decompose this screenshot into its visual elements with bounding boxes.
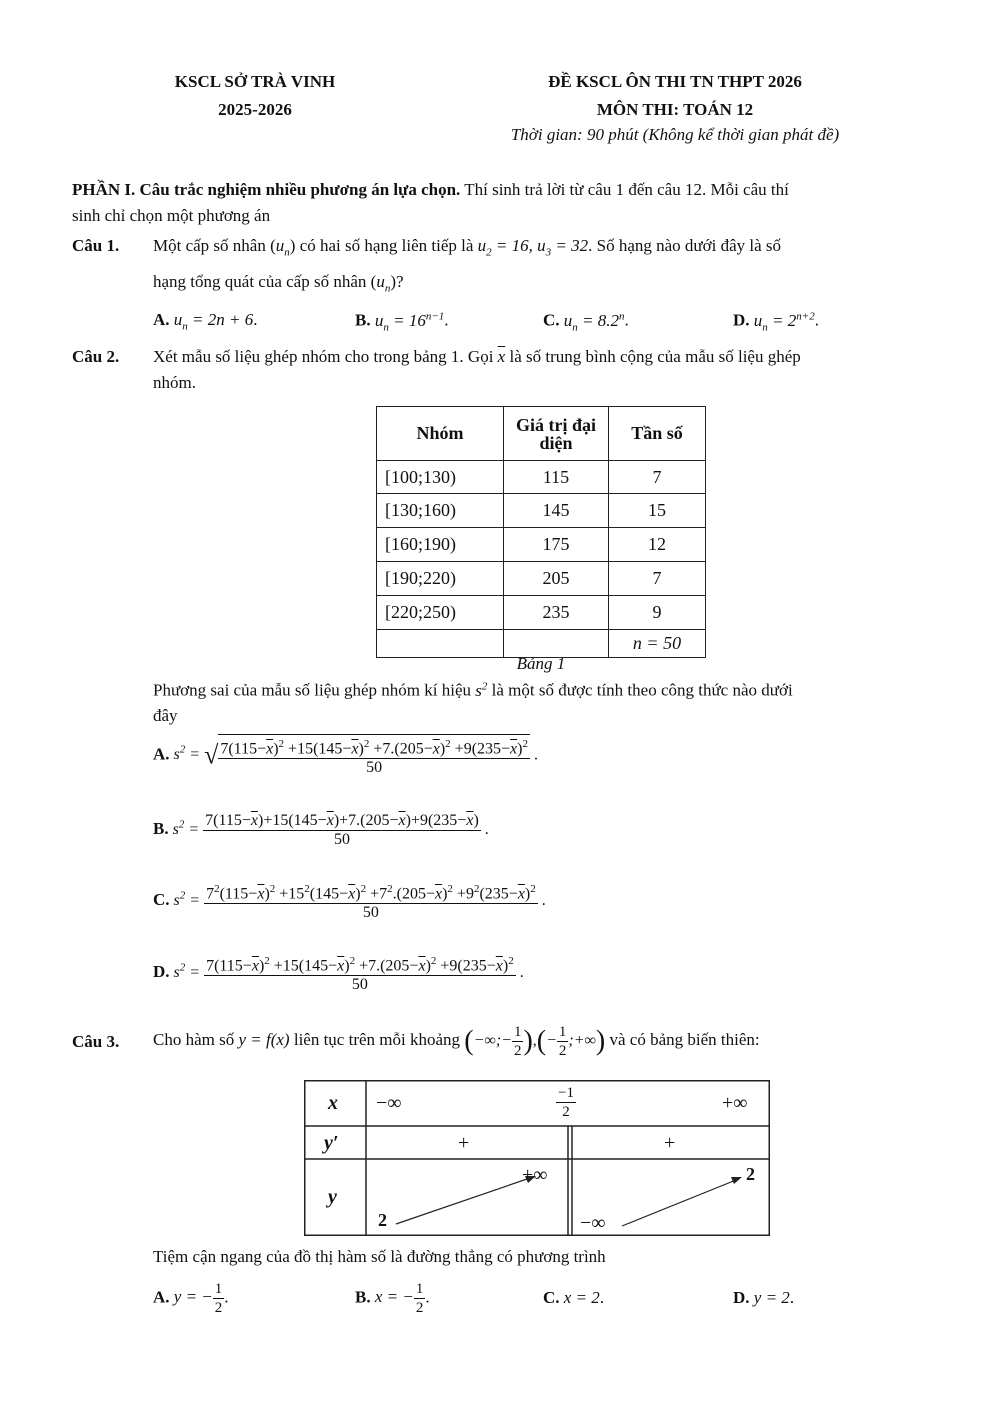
table-cell-group: [190;220): [377, 562, 504, 596]
sqrt-icon: √: [204, 740, 219, 770]
part1-intro: [72, 180, 932, 200]
q2-option-b[interactable]: B. $s^2$ = $\frac{7(115-\overline{x})+15(145-\overline{x})+7.(205-\overline{x})+9(235-\overline{x})}{50}$ .: [153, 812, 489, 848]
q2-option-c-frac: $\frac{7^2(115-\overline{x})^2 +15^2(145-\overline{x})^2 +7^2.(205-\overline{x})^2 +9^2(235-\overline{x})^2}{50}$: [204, 880, 538, 922]
increase-arrow-right: [622, 1180, 736, 1226]
exam-time: Thời gian: 90 phút (Không kể thời gian phát đề): [510, 125, 840, 144]
q1-option-a[interactable]: A. $u_n = 2n + 6$.: [153, 310, 258, 333]
q2-option-b-math: $s^2$ =: [172, 818, 204, 839]
table-header-frequency: Tần số: [609, 407, 706, 461]
table-cell-value: 115: [504, 461, 609, 494]
q1-option-d-math: $u_n = 2^{n+2}$: [753, 310, 815, 334]
q3-text-a: Cho hàm số: [153, 1030, 235, 1049]
q3-option-d-math: y = 2: [753, 1288, 790, 1307]
q3-math-f: y = f(x): [238, 1030, 290, 1049]
q2-text-2: [153, 680, 923, 701]
q2-option-a[interactable]: A. $s^2$ = √ $\frac{7(115-\overline{x})^2 +15(145-\overline{x})^2 +7.(205-\overline{x})^2 +9(235-\overline{x})^2}{50}$ .: [153, 734, 538, 777]
table-cell-group: [130;160): [377, 494, 504, 528]
school-name: KSCL SỞ TRÀ VINH: [174, 72, 336, 91]
vt-sign-left: +: [458, 1132, 470, 1154]
q2-label: Câu 2.: [72, 347, 120, 366]
q3-option-d-label: D.: [733, 1288, 750, 1307]
q3-option-b-label: B.: [355, 1287, 371, 1307]
q3-question: Tiệm cận ngang của đồ thị hàm số là đường thẳng có phương trình: [153, 1247, 606, 1266]
table-cell-frequency: 7: [609, 461, 706, 494]
vt-x-middle: $\frac{-1}{2}$: [558, 1085, 574, 1120]
vt-y-label: y: [328, 1186, 337, 1208]
vt-y-down: −∞: [580, 1212, 606, 1234]
q3-text-c: và có bảng biến thiên:: [609, 1030, 760, 1049]
table-cell-group: [220;250): [377, 596, 504, 630]
exam-subject: MÔN THI: TOÁN 12: [596, 100, 754, 119]
table-cell-group: [160;190): [377, 528, 504, 562]
q2-text-f: đây: [153, 706, 178, 725]
q1-option-c[interactable]: C. $u_n = 8.2^n$.: [543, 310, 629, 334]
q1-math-un: $(u_n)$: [270, 236, 296, 259]
table-cell-frequency: 9: [609, 596, 706, 630]
q2-option-d-frac: $\frac{7(115-\overline{x})^2 +15(145-\overline{x})^2 +7.(205-\overline{x})^2 +9(235-\overline{x})^2}{50}$: [204, 952, 516, 994]
school-year: 2025-2026: [218, 100, 292, 119]
table-cell-total: n = 50: [609, 630, 706, 658]
q1-math-un-2: $(u_n)$?: [370, 272, 404, 295]
q3-option-a-math: y = − $\frac{1}{2}$: [173, 1281, 223, 1316]
vt-sign-right: +: [664, 1132, 676, 1154]
q1-option-a-math: $u_n = 2n + 6$: [173, 310, 254, 333]
q2-text-e: là một số được tính theo công thức nào dưới: [491, 680, 793, 700]
q3-math-intervals: (−∞;− $\frac{1}{2}$ ),(− $\frac{1}{2}$ ;+∞): [464, 1023, 606, 1059]
q1-option-c-label: C.: [543, 310, 560, 330]
q1-text-2: [153, 272, 404, 294]
part1-instruction: Thí sinh trả lời từ câu 1 đến câu 12. Mỗi câu thí: [460, 180, 789, 199]
table-cell-frequency: 15: [609, 494, 706, 528]
part1-instruction-2: sinh chỉ chọn một phương án: [72, 206, 271, 225]
q3-option-a[interactable]: A. y = − $\frac{1}{2}$ .: [153, 1281, 229, 1316]
q2-option-a-label: A.: [153, 744, 170, 764]
q3-option-c-label: C.: [543, 1288, 560, 1307]
q1-text-d: hạng tổng quát của cấp số nhân: [153, 272, 367, 291]
q2-option-d-math: $s^2$ =: [173, 961, 205, 981]
table-cell-value: 145: [504, 494, 609, 528]
q1-text: [153, 236, 923, 258]
increase-arrow-left: [396, 1178, 530, 1224]
q2-text-b: là số trung bình cộng của mẫu số liệu ghép: [509, 347, 801, 366]
vt-y-up: +∞: [522, 1164, 548, 1186]
table-row: [377, 528, 706, 562]
q1-label: Câu 1.: [72, 236, 120, 255]
q1-option-c-math: $u_n = 8.2^n$: [563, 310, 625, 334]
table-row: [377, 494, 706, 528]
q3-option-b-math: x = − $\frac{1}{2}$: [374, 1281, 424, 1316]
table-row: [377, 596, 706, 630]
q2-text: [153, 347, 923, 367]
table-cell-value: 205: [504, 562, 609, 596]
table-cell-frequency: 7: [609, 562, 706, 596]
q3-label: Câu 3.: [72, 1032, 120, 1051]
q2-option-a-math: $s^2$ =: [173, 744, 205, 764]
table-cell-frequency: 12: [609, 528, 706, 562]
q2-option-a-frac: $\frac{7(115-\overline{x})^2 +15(145-\overline{x})^2 +7.(205-\overline{x})^2 +9(235-\overline{x})^2}{50}$: [218, 734, 530, 777]
vt-x-right: +∞: [722, 1092, 748, 1114]
q2-option-b-label: B.: [153, 819, 169, 839]
q2-option-d-label: D.: [153, 961, 170, 981]
table-header-value: Giá trị đại diện: [504, 407, 609, 461]
table-cell-value: 235: [504, 596, 609, 630]
q1-option-d[interactable]: D. $u_n = 2^{n+2}$.: [733, 310, 819, 334]
q1-text-a: Một cấp số nhân: [153, 236, 266, 255]
q3-option-d[interactable]: D. y = 2.: [733, 1288, 795, 1307]
q3-text-b: liên tục trên mỗi khoảng: [293, 1030, 461, 1049]
q2-option-c-label: C.: [153, 889, 170, 909]
q3-option-a-label: A.: [153, 1287, 170, 1307]
q2-math-s2: $s^2$: [475, 680, 488, 700]
table-caption: Bảng 1: [516, 654, 566, 673]
q1-option-a-label: A.: [153, 310, 170, 329]
vt-x-left: −∞: [376, 1092, 402, 1114]
q2-text-a: Xét mẫu số liệu ghép nhóm cho trong bảng 1. Gọi: [153, 347, 494, 366]
q1-text-c: . Số hạng nào dưới đây là số: [588, 236, 782, 255]
q3-option-b[interactable]: B. x = − $\frac{1}{2}$ .: [355, 1281, 430, 1316]
q2-option-d[interactable]: D. $s^2$ = $\frac{7(115-\overline{x})^2 +15(145-\overline{x})^2 +7.(205-\overline{x})^2 +9(235-\overline{x})^2}{50}$ .: [153, 952, 524, 994]
q1-option-b[interactable]: B. $u_n = 16^{n-1}$.: [355, 310, 449, 334]
q3-text: [153, 1020, 933, 1061]
vt-y-end: 2: [746, 1164, 755, 1184]
q1-option-b-math: $u_n = 16^{n-1}$: [374, 310, 445, 334]
q1-text-b: có hai số hạng liên tiếp là: [299, 236, 474, 255]
q1-math-terms: $u_2 = 16$, $u_3 = 32$: [477, 236, 589, 259]
table-row: [377, 461, 706, 494]
q2-option-b-frac: $\frac{7(115-\overline{x})+15(145-\overline{x})+7.(205-\overline{x})+9(235-\overline{x})}{50}$: [205, 812, 479, 848]
q2-option-c[interactable]: C. $s^2$ = $\frac{7^2(115-\overline{x})^2 +15^2(145-\overline{x})^2 +7^2.(205-\overline{x})^2 +9^2(235-\overline{x})^2}{50}$ .: [153, 880, 546, 922]
q2-math-xbar: $\overline{x}$: [497, 347, 506, 366]
exam-title: ĐỀ KSCL ÔN THI TN THPT 2026: [548, 72, 802, 91]
q3-option-c[interactable]: C. x = 2.: [543, 1288, 605, 1307]
frequency-table: [376, 406, 706, 658]
table-cell-value: 175: [504, 528, 609, 562]
part1-title: PHẦN I. Câu trắc nghiệm nhiều phương án lựa chọn.: [72, 180, 461, 199]
variation-table-grid: [304, 1080, 770, 1236]
q1-option-d-label: D.: [733, 310, 750, 330]
vt-yp-label: y′: [324, 1132, 339, 1154]
table-header-group: Nhóm: [377, 407, 504, 461]
variation-table: [304, 1080, 770, 1236]
q2-option-c-math: $s^2$ =: [173, 889, 205, 909]
q2-text-c: nhóm.: [153, 373, 196, 392]
table-row: [377, 562, 706, 596]
q2-text-d: Phương sai của mẫu số liệu ghép nhóm kí hiệu: [153, 680, 472, 700]
vt-x-label: x: [328, 1092, 338, 1114]
table-cell-group: [100;130): [377, 461, 504, 494]
q1-option-b-label: B.: [355, 310, 371, 330]
q3-option-c-math: x = 2: [563, 1288, 600, 1307]
vt-y-start: 2: [378, 1210, 387, 1230]
